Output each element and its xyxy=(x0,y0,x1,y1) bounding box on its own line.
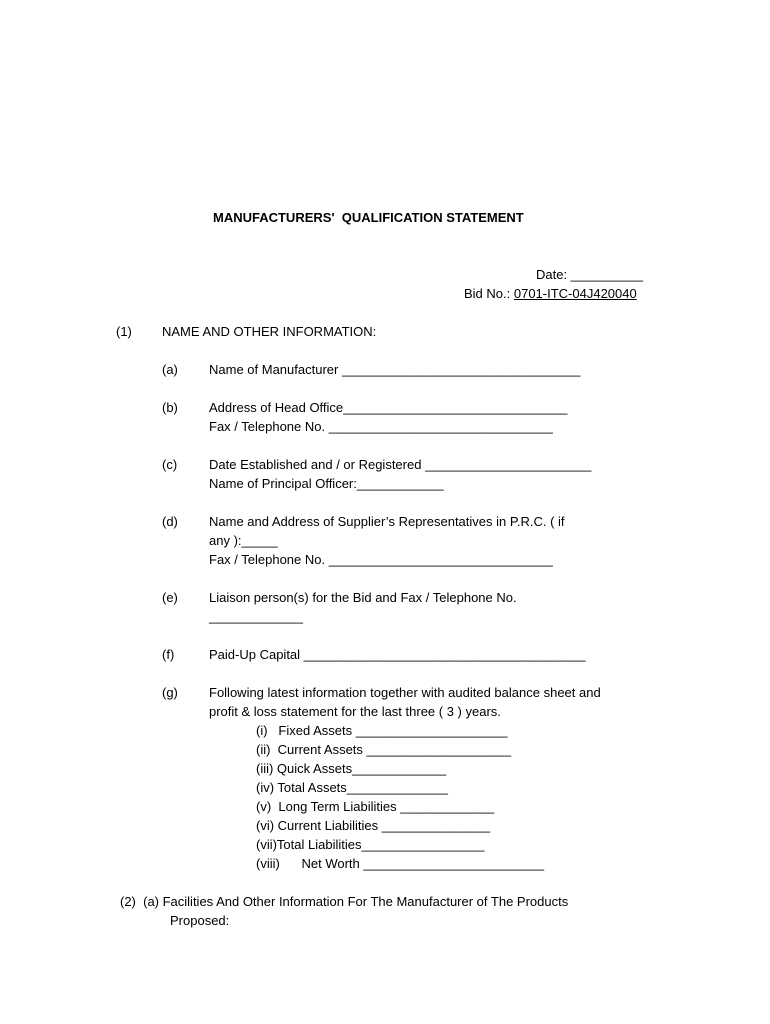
section-1-number: (1) xyxy=(116,324,132,339)
current-liabilities-field: (vi) Current Liabilities _______________ xyxy=(256,818,491,833)
item-c-label: (c) xyxy=(162,457,178,472)
section-2-heading-continued: Proposed: xyxy=(170,913,230,928)
total-assets-field: (iv) Total Assets______________ xyxy=(256,780,449,795)
bid-number-value: 0701-ITC-04J420040 xyxy=(513,286,637,301)
financial-info-line-2: profit & loss statement for the last three ( 3 ) years. xyxy=(209,704,501,719)
head-office-address-field: Address of Head Office_______________________________ xyxy=(209,400,568,415)
item-e-label: (e) xyxy=(162,590,178,605)
quick-assets-field: (iii) Quick Assets_____________ xyxy=(256,761,447,776)
supplier-representatives-line-2: any ):_____ xyxy=(209,533,278,548)
representatives-fax-field: Fax / Telephone No. _______________________________ xyxy=(209,552,553,567)
document-title: MANUFACTURERS' QUALIFICATION STATEMENT xyxy=(213,210,524,225)
principal-officer-field: Name of Principal Officer:____________ xyxy=(209,476,444,491)
item-b-label: (b) xyxy=(162,400,178,415)
date-field: Date: __________ xyxy=(536,267,643,282)
manufacturer-name-field: Name of Manufacturer _________________________________ xyxy=(209,362,581,377)
item-g-label: (g) xyxy=(162,685,178,700)
item-a-label: (a) xyxy=(162,362,178,377)
liaison-person-line-1: Liaison person(s) for the Bid and Fax / Telephone No. xyxy=(209,590,517,605)
head-office-fax-field: Fax / Telephone No. _______________________________ xyxy=(209,419,553,434)
fixed-assets-field: (i) Fixed Assets _____________________ xyxy=(256,723,508,738)
net-worth-field: (viii) Net Worth _________________________ xyxy=(256,856,545,871)
current-assets-field: (ii) Current Assets ____________________ xyxy=(256,742,512,757)
item-d-label: (d) xyxy=(162,514,178,529)
liaison-person-line-2: _____________ xyxy=(209,609,303,624)
section-2-heading: (2) (a) Facilities And Other Information For The Manufacturer of The Products xyxy=(120,894,569,909)
bid-number-line xyxy=(464,284,637,303)
long-term-liabilities-field: (v) Long Term Liabilities _____________ xyxy=(256,799,495,814)
date-established-field: Date Established and / or Registered _______________________ xyxy=(209,457,592,472)
total-liabilities-field: (vii)Total Liabilities_________________ xyxy=(256,837,485,852)
financial-info-line-1: Following latest information together with audited balance sheet and xyxy=(209,685,601,700)
bid-number-label: Bid No.: xyxy=(464,286,514,301)
section-1-heading: NAME AND OTHER INFORMATION: xyxy=(162,324,377,339)
item-f-label: (f) xyxy=(162,647,175,662)
supplier-representatives-line-1: Name and Address of Supplier’s Representatives in P.R.C. ( if xyxy=(209,514,565,529)
paid-up-capital-field: Paid-Up Capital _______________________________________ xyxy=(209,647,586,662)
